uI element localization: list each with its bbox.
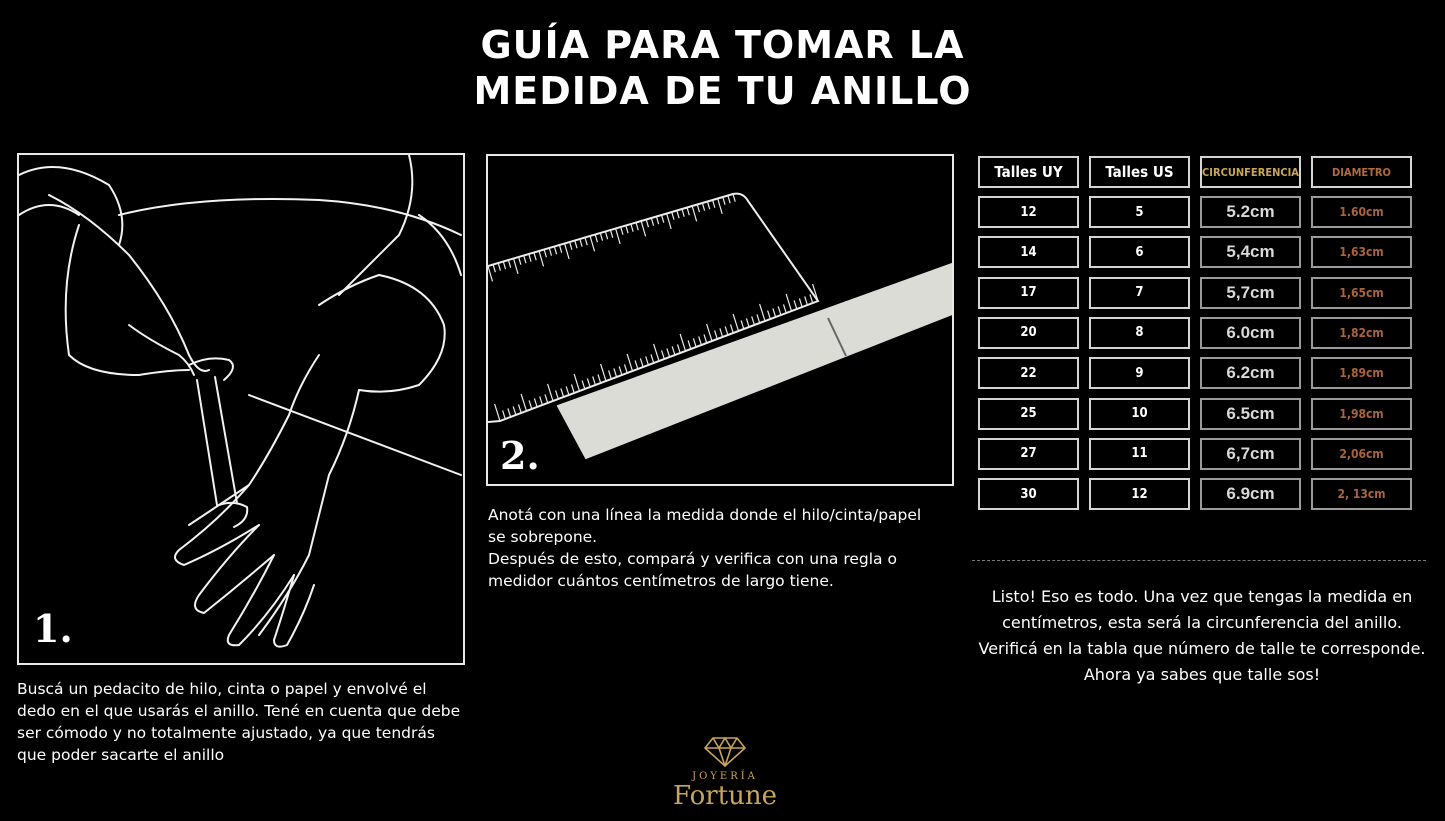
circumference-cell: 5,7cm [1200, 277, 1301, 309]
size-uy-cell: 30 [978, 478, 1079, 510]
closing-line: Ahora ya sabes que talle sos! [1083, 665, 1321, 684]
size-uy-cell: 20 [978, 317, 1079, 349]
header-diametro: DIAMETRO [1311, 156, 1412, 188]
circumference-cell: 6,7cm [1200, 438, 1301, 470]
header-talles-uy: Talles UY [978, 156, 1079, 188]
circumference-cell: 6.5cm [1200, 398, 1301, 430]
size-us-cell: 11 [1089, 438, 1190, 470]
step-2-illustration [486, 154, 954, 486]
size-uy-cell: 22 [978, 357, 1079, 389]
size-us-cell: 6 [1089, 236, 1190, 268]
title-line-1: GUÍA PARA TOMAR LA [480, 23, 965, 67]
size-us-cell: 8 [1089, 317, 1190, 349]
size-uy-cell: 27 [978, 438, 1079, 470]
diameter-cell: 1,65cm [1311, 277, 1412, 309]
diameter-cell: 2, 13cm [1311, 478, 1412, 510]
brand-name: Fortune [672, 781, 778, 811]
closing-text [960, 584, 1444, 688]
closing-line: Listo! Eso es todo. Una vez que tengas la medida en [991, 587, 1413, 606]
header-circunferencia: CIRCUNFERENCIA [1200, 156, 1301, 188]
closing-line: centímetros, esta será la circunferencia del anillo. [1002, 613, 1402, 632]
brand-subtitle: JOYERÍA [692, 771, 758, 782]
step-2-caption-line: se sobrepone. [488, 528, 598, 546]
diameter-cell: 1,98cm [1311, 398, 1412, 430]
brand-logo [660, 736, 790, 810]
step-2-number: 2. [500, 433, 540, 478]
ruler-measuring-drawing [488, 156, 952, 484]
size-us-cell: 10 [1089, 398, 1190, 430]
size-uy-cell: 14 [978, 236, 1079, 268]
step-1-illustration [17, 153, 465, 665]
circumference-cell: 5.2cm [1200, 196, 1301, 228]
size-uy-cell: 12 [978, 196, 1079, 228]
diameter-cell: 1,89cm [1311, 357, 1412, 389]
title-line-2: MEDIDA DE TU ANILLO [473, 69, 972, 113]
circumference-cell: 6.2cm [1200, 357, 1301, 389]
diameter-cell: 1,82cm [1311, 317, 1412, 349]
size-us-cell: 9 [1089, 357, 1190, 389]
size-us-cell: 12 [1089, 478, 1190, 510]
size-uy-cell: 17 [978, 277, 1079, 309]
diameter-cell: 2,06cm [1311, 438, 1412, 470]
divider [972, 560, 1426, 561]
step-2-caption-line: medidor cuántos centímetros de largo tiene. [488, 572, 834, 590]
circumference-cell: 5,4cm [1200, 236, 1301, 268]
circumference-cell: 6.9cm [1200, 478, 1301, 510]
page-title [0, 22, 1445, 114]
step-1-number: 1. [33, 606, 73, 651]
step-2-caption-line: Después de esto, compará y verifica con una regla o [488, 550, 897, 568]
step-2-caption [488, 504, 928, 592]
size-us-cell: 5 [1089, 196, 1190, 228]
diamond-icon [703, 736, 747, 768]
diameter-cell: 1,63cm [1311, 236, 1412, 268]
header-talles-us: Talles US [1089, 156, 1190, 188]
step-1-caption: Buscá un pedacito de hilo, cinta o papel y envolvé el dedo en el que usarás el anillo. Tené en cuenta que debe ser cómodo y no totalmente ajustado, ya que tendrás que poder sacarte el anillo [17, 680, 461, 764]
size-us-cell: 7 [1089, 277, 1190, 309]
size-uy-cell: 25 [978, 398, 1079, 430]
closing-line: Verificá en la tabla que número de talle te corresponde. [978, 639, 1426, 658]
hands-wrapping-finger-drawing [19, 155, 463, 663]
circumference-cell: 6.0cm [1200, 317, 1301, 349]
diameter-cell: 1.60cm [1311, 196, 1412, 228]
step-2-caption-line: Anotá con una línea la medida donde el hilo/cinta/papel [488, 506, 922, 524]
